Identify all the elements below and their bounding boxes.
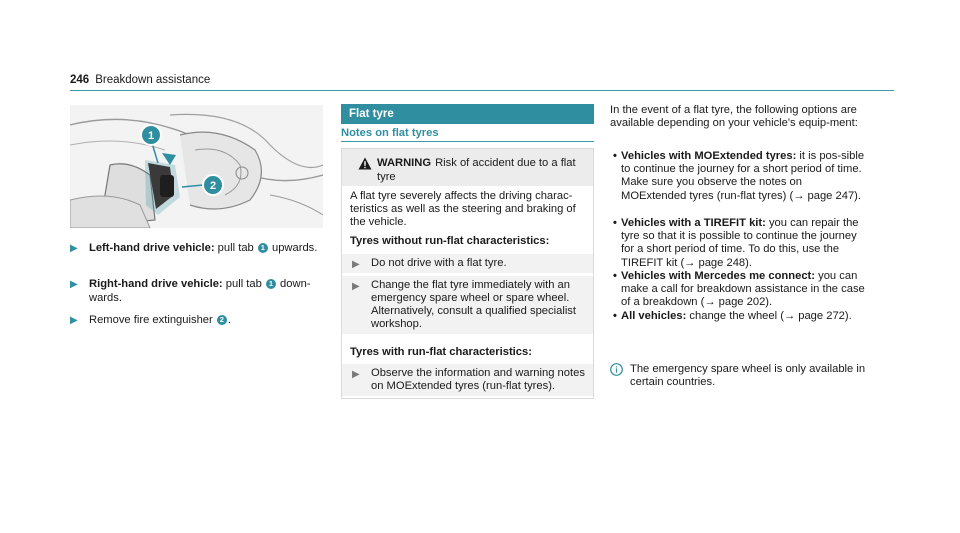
- step-label: Left-hand drive vehicle:: [89, 242, 215, 254]
- warning-step: [342, 254, 593, 273]
- option-item: [610, 217, 870, 270]
- step-text-end: down-wards.: [89, 278, 311, 304]
- bullet-icon: •: [613, 150, 617, 162]
- subtitle-divider: [341, 141, 594, 142]
- options-intro: In the event of a flat tyre, the following options are available depending on your vehicle's equip-ment:: [610, 104, 858, 130]
- option-label: Vehicles with Mercedes me connect:: [621, 270, 815, 282]
- warning-text: Risk of accident due to a flat tyre: [377, 157, 576, 183]
- option-text: it is pos-sible to continue the journey for a short period of time. Make sure you observe the notes on MOExtended tyres (run-flat tyres) (→ page 247).: [621, 150, 865, 202]
- step-text: pull tab: [214, 242, 257, 254]
- option-item: [610, 310, 870, 323]
- step-text-end: upwards.: [268, 242, 318, 254]
- warning-step: [342, 364, 593, 396]
- step-arrow-icon: ▶: [70, 279, 78, 290]
- warning-header: [342, 149, 593, 186]
- bullet-icon: •: [613, 217, 617, 229]
- step-right-hand-drive: [70, 277, 332, 305]
- bullet-icon: •: [613, 270, 617, 282]
- step-text: pull tab: [222, 278, 265, 290]
- option-text: you can repair the tyre so that it is possible to continue the journey for a short period of time. To do this, use the TIREFIT kit (→ page 248).: [621, 217, 859, 269]
- marker-badge: 1: [266, 279, 276, 289]
- step-arrow-icon: ▶: [352, 259, 360, 270]
- warning-body: A flat tyre severely affects the driving charac-teristics as well as the steering and braking of the vehicle.: [350, 190, 576, 228]
- header-divider: [70, 90, 894, 91]
- step-arrow-icon: ▶: [352, 369, 360, 380]
- step-text: Remove fire extinguisher: [89, 314, 216, 326]
- option-item: [610, 270, 870, 310]
- warning-step-text: Do not drive with a flat tyre.: [371, 257, 507, 269]
- step-arrow-icon: ▶: [70, 243, 78, 254]
- heading-no-runflat: Tyres without run-flat characteristics:: [350, 235, 550, 247]
- warning-label: WARNING: [377, 157, 432, 169]
- illustration-marker-1: 1: [147, 130, 155, 142]
- info-note: [610, 363, 870, 389]
- section-title: Flat tyre: [341, 104, 594, 124]
- warning-step: [342, 276, 593, 334]
- seat-illustration: [70, 105, 323, 228]
- page-header: [70, 74, 210, 86]
- step-arrow-icon: ▶: [352, 281, 360, 292]
- step-left-hand-drive: [70, 241, 332, 255]
- bullet-icon: •: [613, 310, 617, 322]
- step-arrow-icon: ▶: [70, 315, 78, 326]
- warning-box: [341, 148, 594, 399]
- option-label: Vehicles with a TIREFIT kit:: [621, 217, 766, 229]
- info-note-text: The emergency spare wheel is only available in certain countries.: [630, 363, 866, 389]
- marker-badge: 1: [258, 243, 268, 253]
- marker-badge: 2: [217, 315, 227, 325]
- page-number: 246: [70, 74, 90, 86]
- warning-step-text: Change the flat tyre immediately with an emergency spare wheel or spare wheel. Alternatively, consult a qualified specialist workshop.: [371, 279, 577, 330]
- warning-step-text: Observe the information and warning notes on MOExtended tyres (run-flat tyres).: [371, 367, 585, 392]
- option-text: you can make a call for breakdown assistance in the case of a breakdown (→ page 202).: [621, 270, 865, 309]
- option-text: change the wheel (→ page 272).: [686, 310, 852, 322]
- warning-triangle-icon: [358, 157, 372, 170]
- fire-extinguisher-illustration: [70, 105, 323, 228]
- step-label: Right-hand drive vehicle:: [89, 278, 223, 290]
- option-label: Vehicles with MOExtended tyres:: [621, 150, 797, 162]
- step-remove-extinguisher: [70, 313, 332, 327]
- info-icon: [610, 363, 623, 376]
- illustration-marker-2: 2: [209, 180, 217, 192]
- section-subtitle: Notes on flat tyres: [341, 127, 439, 139]
- heading-runflat: Tyres with run-flat characteristics:: [350, 346, 532, 358]
- step-text-end: .: [227, 314, 231, 326]
- option-label: All vehicles:: [621, 310, 687, 322]
- option-item: [610, 150, 870, 203]
- page-header-title: Breakdown assistance: [95, 74, 211, 86]
